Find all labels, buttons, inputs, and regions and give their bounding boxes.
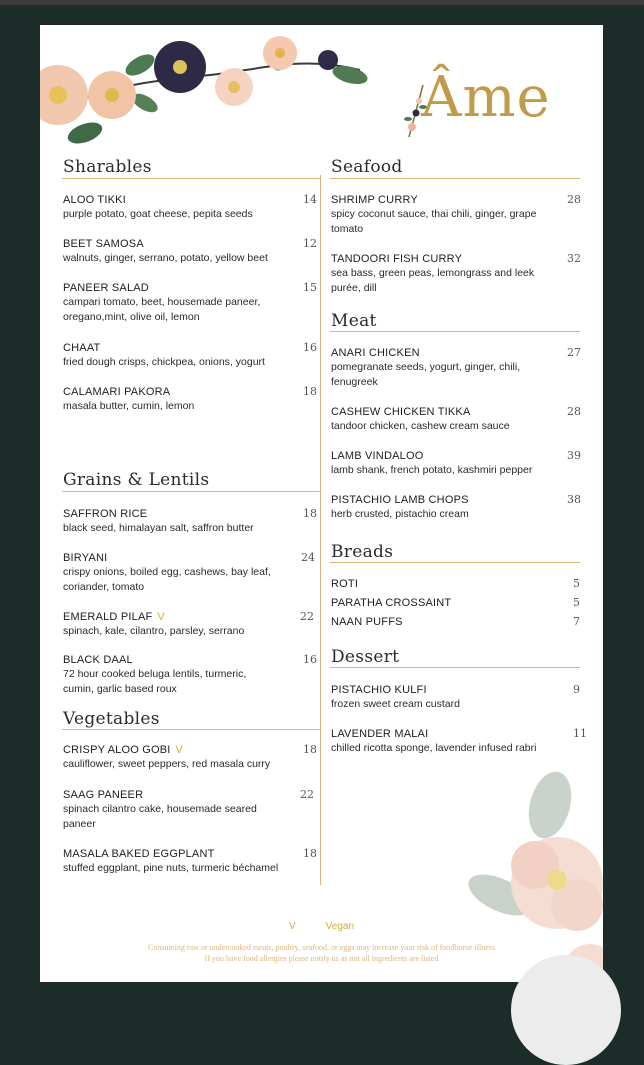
item-price: 14 — [303, 193, 317, 206]
food-disclaimer — [40, 942, 603, 964]
item-name: BIRYANI — [63, 552, 108, 564]
section-rule — [62, 178, 320, 179]
item-desc: campari tomato, beet, housemade paneer, — [63, 296, 261, 308]
item-price: 15 — [303, 281, 317, 294]
menu-item-anari-chicken — [331, 346, 579, 390]
item-name: MASALA BAKED EGGPLANT — [63, 848, 215, 860]
section-title-sharables: Sharables — [63, 157, 152, 177]
item-price: 28 — [567, 405, 581, 418]
item-price: 18 — [303, 507, 317, 520]
item-price: 18 — [303, 743, 317, 756]
item-price: 32 — [567, 252, 581, 265]
menu-item-paratha-crossaint — [331, 596, 579, 610]
vegan-legend — [40, 921, 603, 932]
item-desc: oregano,mint, olive oil, lemon — [63, 311, 200, 323]
section-rule — [62, 729, 320, 730]
menu-item-calamari-pakora — [63, 385, 317, 414]
item-name: CASHEW CHICKEN TIKKA — [331, 406, 471, 418]
item-name: PISTACHIO LAMB CHOPS — [331, 494, 469, 506]
section-title-breads: Breads — [331, 542, 394, 562]
disclaimer-line-2: If you have food allergies please notify us as not all ingredients are listed — [204, 954, 439, 963]
brand-logo — [403, 61, 593, 141]
menu-page — [40, 25, 603, 982]
disclaimer-line-1: Consuming raw or undercooked meats, poultry, seafood, or eggs may increase your risk of foodborne illness — [148, 943, 495, 952]
menu-item-roti — [331, 577, 579, 591]
item-desc: spinach, kale, cilantro, parsley, serrano — [63, 625, 245, 637]
section-title-dessert: Dessert — [331, 647, 400, 667]
item-price: 18 — [303, 385, 317, 398]
item-name: BEET SAMOSA — [63, 238, 144, 250]
menu-item-cashew-chicken-tikka — [331, 405, 579, 434]
menu-item-beet-samosa — [63, 237, 317, 266]
legend-label: Vegan — [325, 921, 355, 932]
vegan-mark: V — [157, 611, 165, 623]
item-name: PISTACHIO KULFI — [331, 684, 427, 696]
item-desc: frozen sweet cream custard — [331, 698, 460, 710]
item-desc: fried dough crisps, chickpea, onions, yogurt — [63, 356, 265, 368]
item-desc: stuffed eggplant, pine nuts, turmeric béchamel — [63, 862, 279, 874]
item-desc: walnuts, ginger, serrano, potato, yellow beet — [63, 252, 268, 264]
item-name: NAAN PUFFS — [331, 616, 403, 628]
logo-text: Âme — [421, 65, 551, 130]
legend-symbol: V — [288, 921, 296, 932]
menu-item-saffron-rice — [63, 507, 317, 536]
item-desc: sea bass, green peas, lemongrass and leek — [331, 267, 535, 279]
item-desc: coriander, tomato — [63, 581, 145, 593]
item-price: 18 — [303, 847, 317, 860]
section-title-vegetables: Vegetables — [63, 709, 160, 729]
item-price: 9 — [573, 683, 580, 696]
item-desc: herb crusted, pistachio cream — [331, 508, 469, 520]
menu-item-shrimp-curry — [331, 193, 579, 237]
item-price: 22 — [300, 788, 314, 801]
menu-item-lavender-malai — [331, 727, 587, 756]
item-price: 5 — [573, 577, 580, 590]
item-desc: masala butter, cumin, lemon — [63, 400, 195, 412]
item-name: ALOO TIKKI — [63, 194, 126, 206]
menu-item-pistachio-kulfi — [331, 683, 579, 712]
item-desc: chilled ricotta sponge, lavender infused rabri — [331, 742, 537, 754]
item-name: ANARI CHICKEN — [331, 347, 420, 359]
item-name: LAVENDER MALAI — [331, 728, 429, 740]
item-desc: purée, dill — [331, 282, 377, 294]
item-name: ROTI — [331, 578, 359, 590]
item-name: CHAAT — [63, 342, 101, 354]
item-price: 24 — [301, 551, 315, 564]
section-title-grains: Grains & Lentils — [63, 470, 210, 490]
item-desc: cauliflower, sweet peppers, red masala curry — [63, 758, 271, 770]
menu-item-aloo-tikki — [63, 193, 317, 222]
item-desc: spicy coconut sauce, thai chili, ginger, grape — [331, 208, 537, 220]
menu-item-tandoori-fish-curry — [331, 252, 579, 296]
menu-item-paneer-salad — [63, 281, 317, 325]
item-name: TANDOORI FISH CURRY — [331, 253, 463, 265]
menu-item-emerald-pilaf — [63, 610, 313, 639]
item-price: 12 — [303, 237, 317, 250]
column-divider — [320, 175, 321, 885]
item-name: CALAMARI PAKORA — [63, 386, 171, 398]
item-desc: crispy onions, boiled egg, cashews, bay leaf, — [63, 566, 271, 578]
item-name: LAMB VINDALOO — [331, 450, 424, 462]
window-top-bar — [0, 0, 644, 5]
item-price: 16 — [303, 653, 317, 666]
menu-item-saag-paneer — [63, 788, 313, 832]
section-rule — [330, 562, 580, 563]
section-rule — [62, 491, 320, 492]
menu-item-biryani — [63, 551, 313, 595]
item-desc: tomato — [331, 223, 364, 235]
item-name: PANEER SALAD — [63, 282, 149, 294]
item-desc: purple potato, goat cheese, pepita seeds — [63, 208, 253, 220]
section-title-meat: Meat — [331, 311, 377, 331]
section-rule — [330, 178, 580, 179]
item-price: 27 — [567, 346, 581, 359]
item-desc: 72 hour cooked beluga lentils, turmeric, — [63, 668, 247, 680]
item-name: CRISPY ALOO GOBI — [63, 744, 171, 756]
item-price: 22 — [300, 610, 314, 623]
flower-garland-icon — [40, 25, 380, 155]
menu-item-crispy-aloo-gobi — [63, 743, 317, 772]
menu-item-naan-puffs — [331, 615, 579, 629]
menu-item-masala-baked-eggplant — [63, 847, 315, 876]
section-rule — [330, 331, 580, 332]
item-desc: paneer — [63, 818, 96, 830]
item-price: 5 — [573, 596, 580, 609]
item-price: 11 — [573, 727, 587, 740]
item-price: 38 — [567, 493, 581, 506]
vegan-mark: V — [175, 744, 184, 756]
item-desc: spinach cilantro cake, housemade seared — [63, 803, 257, 815]
item-name: SAFFRON RICE — [63, 508, 148, 520]
section-rule — [330, 667, 580, 668]
menu-item-lamb-vindaloo — [331, 449, 579, 478]
item-price: 28 — [567, 193, 581, 206]
item-name: PARATHA CROSSAINT — [331, 597, 452, 609]
menu-item-chaat — [63, 341, 317, 370]
item-desc: tandoor chicken, cashew cream sauce — [331, 420, 510, 432]
item-desc: fenugreek — [331, 376, 378, 388]
menu-item-pistachio-lamb-chops — [331, 493, 579, 522]
item-desc: lamb shank, french potato, kashmiri pepper — [331, 464, 533, 476]
item-desc: cumin, garlic based roux — [63, 683, 177, 695]
item-price: 39 — [567, 449, 581, 462]
item-name: SHRIMP CURRY — [331, 194, 418, 206]
item-name: EMERALD PILAF — [63, 611, 153, 623]
section-title-seafood: Seafood — [331, 157, 403, 177]
item-name: SAAG PANEER — [63, 789, 144, 801]
item-price: 7 — [573, 615, 580, 628]
item-price: 16 — [303, 341, 317, 354]
menu-item-black-daal — [63, 653, 317, 697]
item-name: BLACK DAAL — [63, 654, 133, 666]
item-desc: black seed, himalayan salt, saffron butter — [63, 522, 254, 534]
item-desc: pomegranate seeds, yogurt, ginger, chili, — [331, 361, 521, 373]
floating-action-circle[interactable] — [511, 955, 621, 1065]
